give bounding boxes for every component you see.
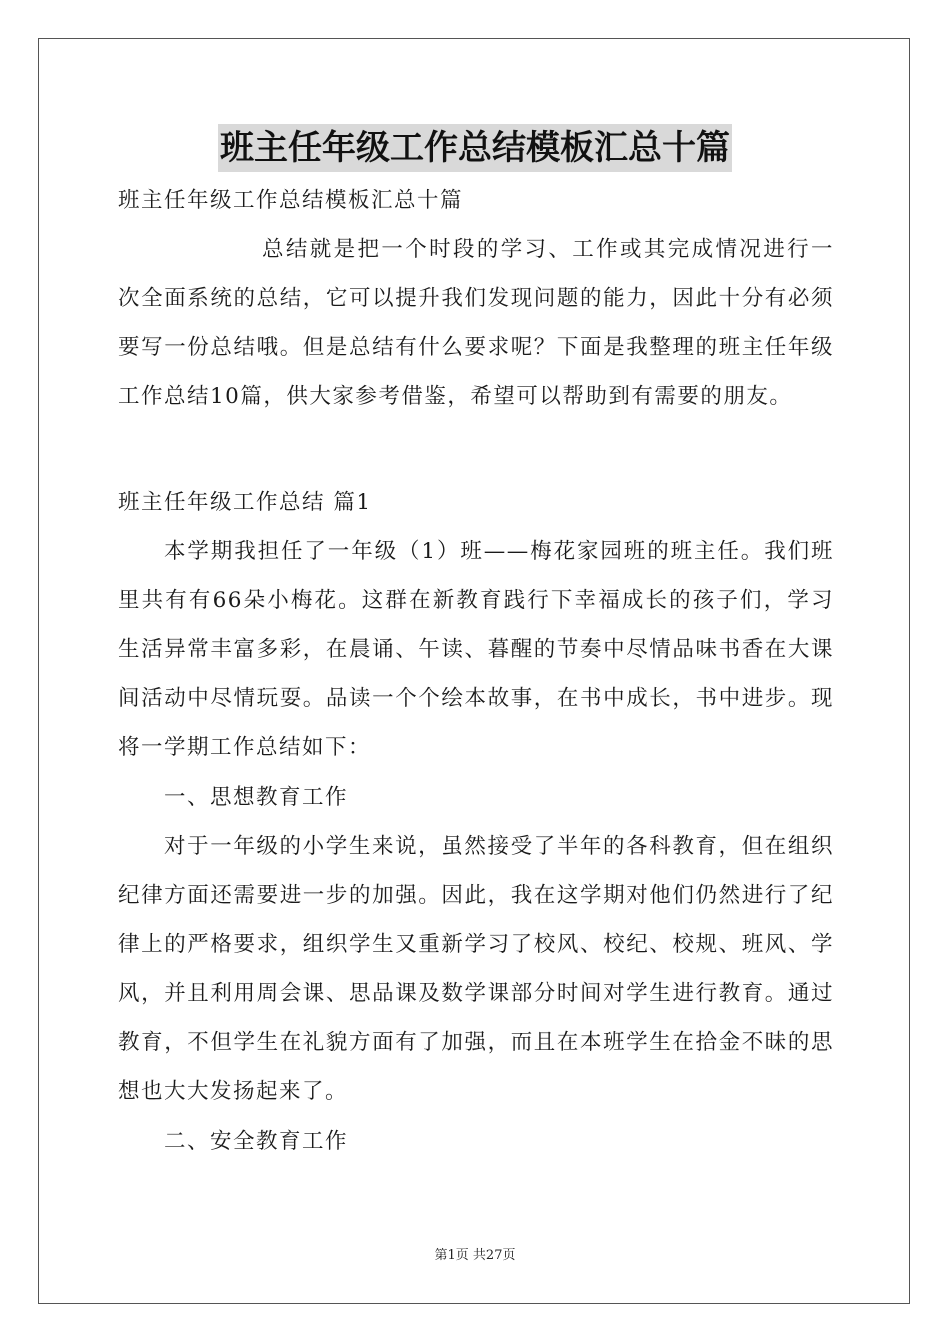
document-title	[0, 124, 950, 172]
chapter-heading: 班主任年级工作总结 篇1	[118, 490, 372, 515]
body-paragraph-2: 对于一年级的小学生来说，虽然接受了半年的各科教育，但在组织纪律方面还需要进一步的加强。因此，我在这学期对他们仍然进行了纪律上的严格要求，组织学生又重新学习了校风、校纪、校规、班风、学风，并且利用周会课、思品课及数学课部分时间对学生进行教育。通过教育，不但学生在礼貌方面有了加强，而且在本班学生在拾金不昧的思想也大大发扬起来了。	[118, 834, 834, 1104]
section-heading-1: 一、思想教育工作	[164, 785, 349, 810]
document-subtitle: 班主任年级工作总结模板汇总十篇	[118, 188, 464, 213]
body-paragraph-1: 本学期我担任了一年级（1）班——梅花家园班的班主任。我们班里共有有66朵小梅花。这群在新教育践行下幸福成长的孩子们，学习生活异常丰富多彩，在晨诵、午读、暮醒的节奏中尽情品味书香在大课间活动中尽情玩耍。品读一个个绘本故事，在书中成长，书中进步。现将一学期工作总结如下：	[118, 539, 834, 760]
document-title-text: 班主任年级工作总结模板汇总十篇	[218, 124, 732, 172]
page-number-footer: 第1页 共27页	[434, 1248, 516, 1263]
section-heading-2: 二、安全教育工作	[164, 1129, 349, 1154]
intro-paragraph: 总结就是把一个时段的学习、工作或其完成情况进行一次全面系统的总结，它可以提升我们发现问题的能力，因此十分有必须要写一份总结哦。但是总结有什么要求呢？下面是我整理的班主任年级工作总结10篇，供大家参考借鉴，希望可以帮助到有需要的朋友。	[118, 237, 834, 409]
